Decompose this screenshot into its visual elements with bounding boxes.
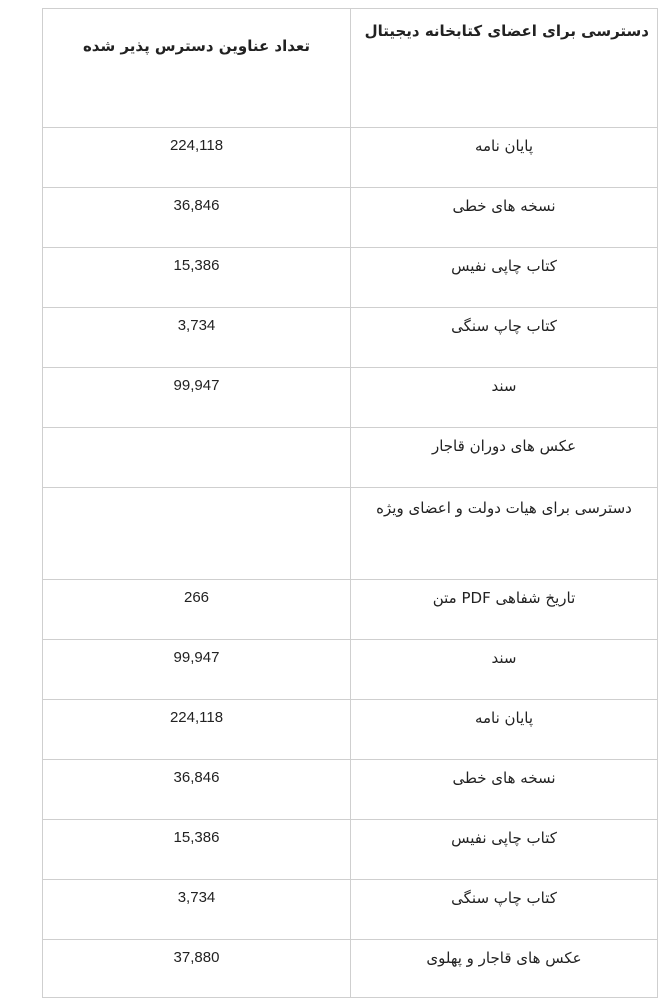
row-type-cell: کتاب چاپ سنگی (351, 880, 658, 940)
row-count-cell: 224,118 (43, 700, 351, 760)
row-count-cell: 36,846 (43, 188, 351, 248)
row-type-cell: پایان نامه (351, 700, 658, 760)
row-count-cell: 15,386 (43, 248, 351, 308)
table-row (43, 248, 658, 308)
row-type-cell: پایان نامه (351, 128, 658, 188)
row-count-cell: 224,118 (43, 128, 351, 188)
row-count-cell: 99,947 (43, 640, 351, 700)
table-row (43, 760, 658, 820)
table-row (43, 880, 658, 940)
row-type-cell: نسخه های خطی (351, 188, 658, 248)
table-row (43, 308, 658, 368)
table-row (43, 640, 658, 700)
row-count-cell (43, 428, 351, 488)
row-count-cell: 3,734 (43, 880, 351, 940)
table-row (43, 580, 658, 640)
table-row (43, 128, 658, 188)
table-row (43, 488, 658, 580)
row-count-cell: 99,947 (43, 368, 351, 428)
table-row (43, 428, 658, 488)
row-count-cell: 3,734 (43, 308, 351, 368)
row-type-cell: تاریخ شفاهی PDF متن (351, 580, 658, 640)
access-table (42, 8, 658, 998)
row-type-cell: سند (351, 640, 658, 700)
row-type-cell: دسترسی برای هیات دولت و اعضای ویژه (351, 488, 658, 580)
table-header-row (43, 9, 658, 128)
row-count-cell (43, 488, 351, 580)
row-count-cell: 15,386 (43, 820, 351, 880)
row-type-cell: کتاب چاپی نفیس (351, 820, 658, 880)
row-type-cell: کتاب چاپی نفیس (351, 248, 658, 308)
row-type-cell: عکس های قاجار و پهلوی (351, 940, 658, 998)
table-row (43, 188, 658, 248)
row-type-cell: نسخه های خطی (351, 760, 658, 820)
table-row (43, 940, 658, 998)
row-type-cell: عکس های دوران قاجار (351, 428, 658, 488)
row-type-cell: کتاب چاپ سنگی (351, 308, 658, 368)
row-count-cell: 37,880 (43, 940, 351, 998)
header-type-cell: دسترسی برای اعضای کتابخانه دیجیتال (351, 9, 658, 128)
row-count-cell: 266 (43, 580, 351, 640)
row-count-cell: 36,846 (43, 760, 351, 820)
row-type-cell: سند (351, 368, 658, 428)
table-row (43, 820, 658, 880)
table-row (43, 700, 658, 760)
header-count-cell: تعداد عناوین دسترس پذیر شده (43, 9, 351, 128)
table-row (43, 368, 658, 428)
